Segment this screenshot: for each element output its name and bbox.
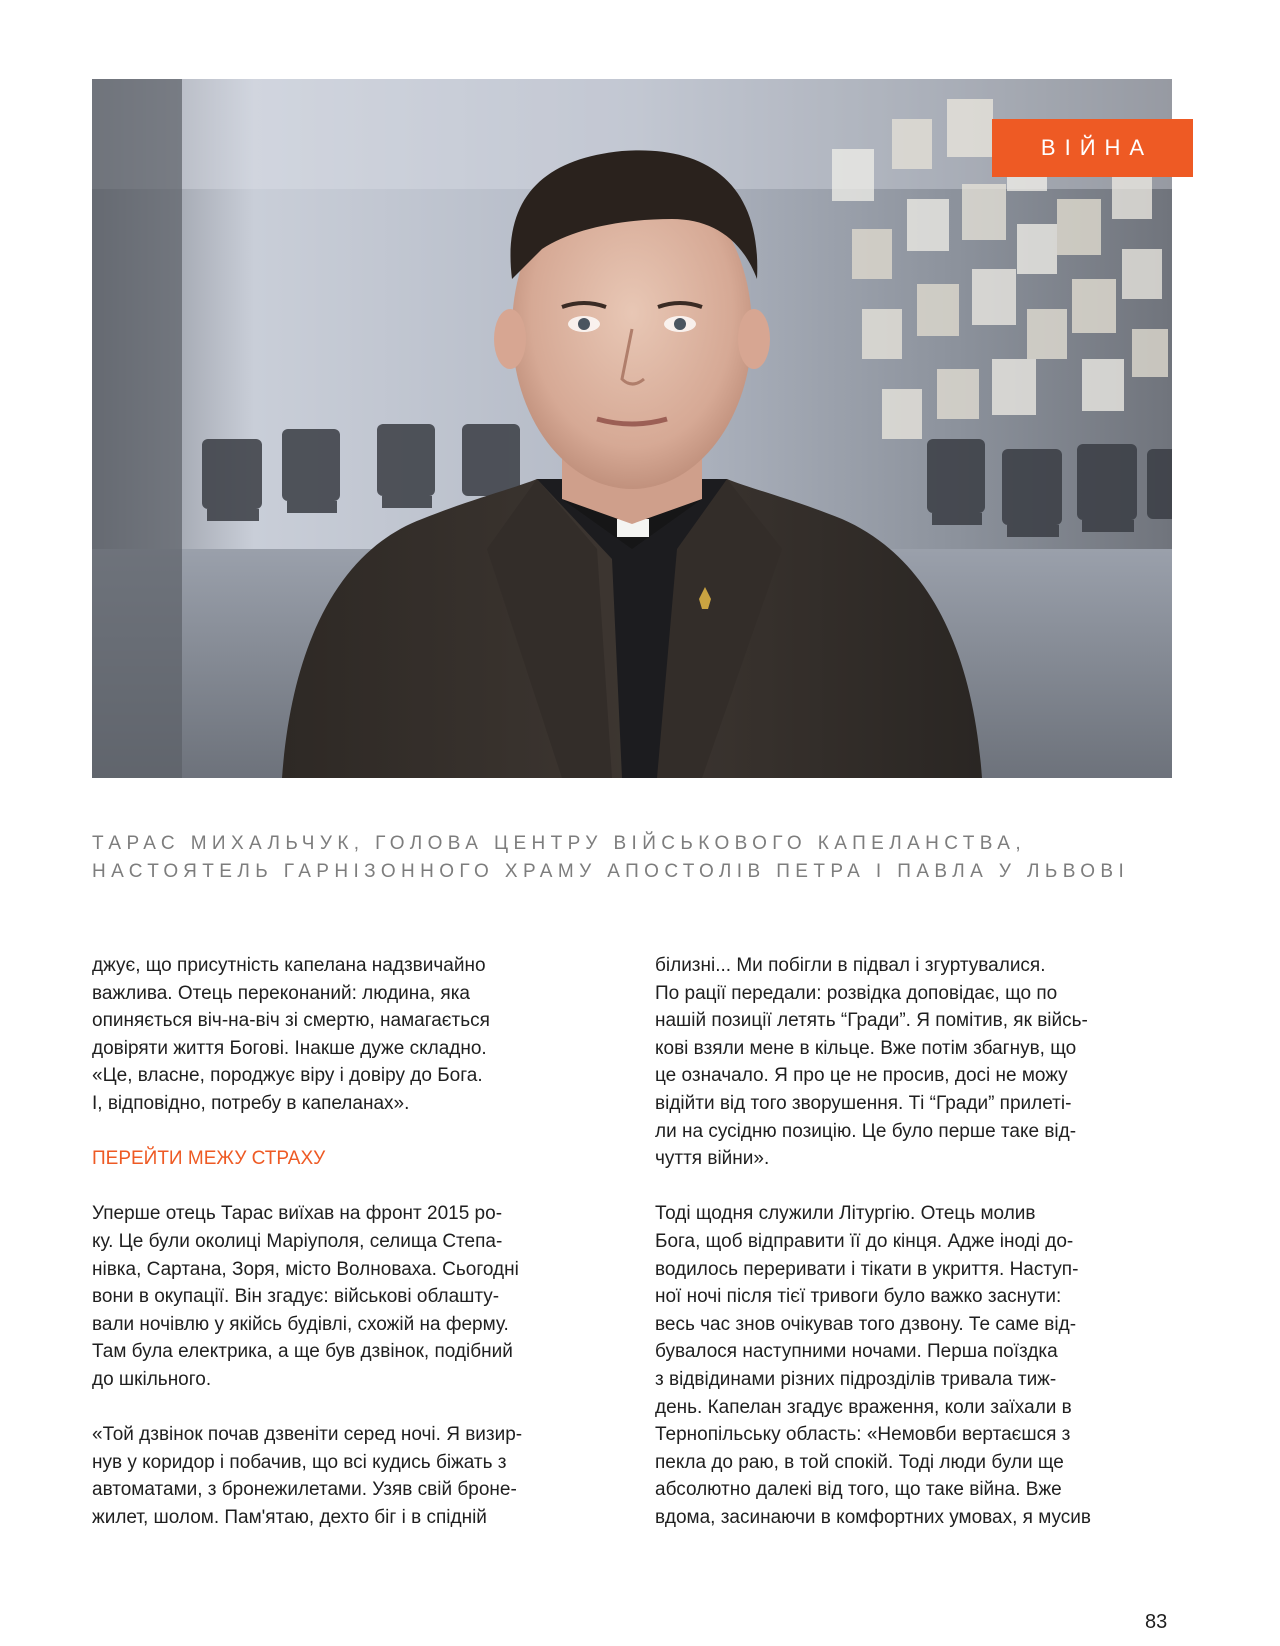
page-number: 83 xyxy=(1145,1611,1168,1633)
text-line: нівка, Сартана, Зоря, місто Волноваха. Сьогодні xyxy=(92,1258,519,1280)
text-line: «Той дзвінок почав дзвеніти серед ночі. Я визир- xyxy=(92,1424,523,1446)
text-line: важлива. Отець переконаний: людина, яка xyxy=(92,982,470,1004)
text-line: Тернопільську область: «Немовби вертаєшся з xyxy=(655,1424,1071,1446)
text-line: чуття війни». xyxy=(655,1148,770,1170)
text-line: автоматами, з бронежилетами. Узяв свій броне- xyxy=(92,1479,517,1501)
text-line: Тоді щодня служили Літургію. Отець молив xyxy=(655,1203,1036,1225)
text-line: довіряти життя Богові. Інакше дуже складно. xyxy=(92,1037,487,1059)
portrait-photo xyxy=(92,79,1172,778)
paragraph xyxy=(92,952,592,1118)
text-line: вдома, засинаючи в комфортних умовах, я мусив xyxy=(655,1506,1092,1528)
text-line: кові взяли мене в кільце. Вже потім збагнув, що xyxy=(655,1037,1077,1059)
text-line: вали ночівлю у якійсь будівлі, схожій на ферму. xyxy=(92,1313,509,1335)
text-line: пекла до раю, в той спокій. Тоді люди були ще xyxy=(655,1451,1064,1473)
section-subheading: ПЕРЕЙТИ МЕЖУ СТРАХУ xyxy=(92,1148,326,1170)
paragraph xyxy=(92,1421,592,1531)
text-line: весь час знов очікував того дзвону. Те саме від- xyxy=(655,1313,1077,1335)
section-tag: ВІЙНА xyxy=(992,119,1193,177)
text-line: жилет, шолом. Пам'ятаю, дехто біг і в спідній xyxy=(92,1506,487,1528)
paragraph xyxy=(655,1200,1155,1531)
text-line: білизні... Ми побігли в підвал і згуртувалися. xyxy=(655,955,1046,976)
text-line: ку. Це були околиці Маріуполя, селища Степа- xyxy=(92,1230,503,1252)
text-line: нашій позиції летять “Гради”. Я помітив, як війсь- xyxy=(655,1010,1088,1032)
text-line: «Це, власне, породжує віру і довіру до Бога. xyxy=(92,1065,483,1087)
left-column xyxy=(92,952,592,1531)
photo-caption xyxy=(92,830,1192,886)
text-line: джує, що присутність капелана надзвичайно xyxy=(92,955,486,976)
caption-line: ТАРАС МИХАЛЬЧУК, ГОЛОВА ЦЕНТРУ ВІЙСЬКОВОГО КАПЕЛАНСТВА, xyxy=(92,833,1026,854)
text-line: нув у коридор і побачив, що всі кудись біжать з xyxy=(92,1451,507,1473)
text-line: Бога, щоб відправити її до кінця. Адже іноді до- xyxy=(655,1230,1074,1252)
text-line: абсолютно далекі від того, що таке війна. Вже xyxy=(655,1479,1062,1501)
text-line: до шкільного. xyxy=(92,1368,212,1390)
text-line: відійти від того зворушення. Ті “Гради” прилеті- xyxy=(655,1092,1072,1114)
portrait-illustration xyxy=(92,79,1172,778)
paragraph xyxy=(92,1200,592,1393)
text-line: опиняється віч-на-віч зі смертю, намагається xyxy=(92,1010,490,1032)
text-line: ної ночі після тієї тривоги було важко заснути: xyxy=(655,1286,1062,1308)
text-line: день. Капелан згадує враження, коли заїхали в xyxy=(655,1396,1072,1418)
text-line: це означало. Я про це не просив, досі не можу xyxy=(655,1065,1068,1087)
text-line: І, відповідно, потребу в капеланах». xyxy=(92,1092,410,1114)
paragraph xyxy=(655,952,1155,1173)
text-line: Уперше отець Тарас виїхав на фронт 2015 ро- xyxy=(92,1203,503,1225)
text-line: ли на сусідню позицію. Це було перше таке від- xyxy=(655,1120,1077,1142)
text-line: водилось переривати і тікати в укриття. Наступ- xyxy=(655,1258,1079,1280)
text-line: бувалося наступними ночами. Перша поїздка xyxy=(655,1341,1058,1363)
text-line: вони в окупації. Він згадує: військові облашту- xyxy=(92,1286,500,1308)
text-line: з відвідинами різних підрозділів тривала тиж- xyxy=(655,1368,1057,1390)
caption-line: НАСТОЯТЕЛЬ ГАРНІЗОННОГО ХРАМУ АПОСТОЛІВ ПЕТРА І ПАВЛА У ЛЬВОВІ xyxy=(92,861,1130,882)
right-column xyxy=(655,952,1155,1531)
text-line: Там була електрика, а ще був дзвінок, подібний xyxy=(92,1341,513,1363)
text-line: По рації передали: розвідка доповідає, що по xyxy=(655,982,1058,1004)
